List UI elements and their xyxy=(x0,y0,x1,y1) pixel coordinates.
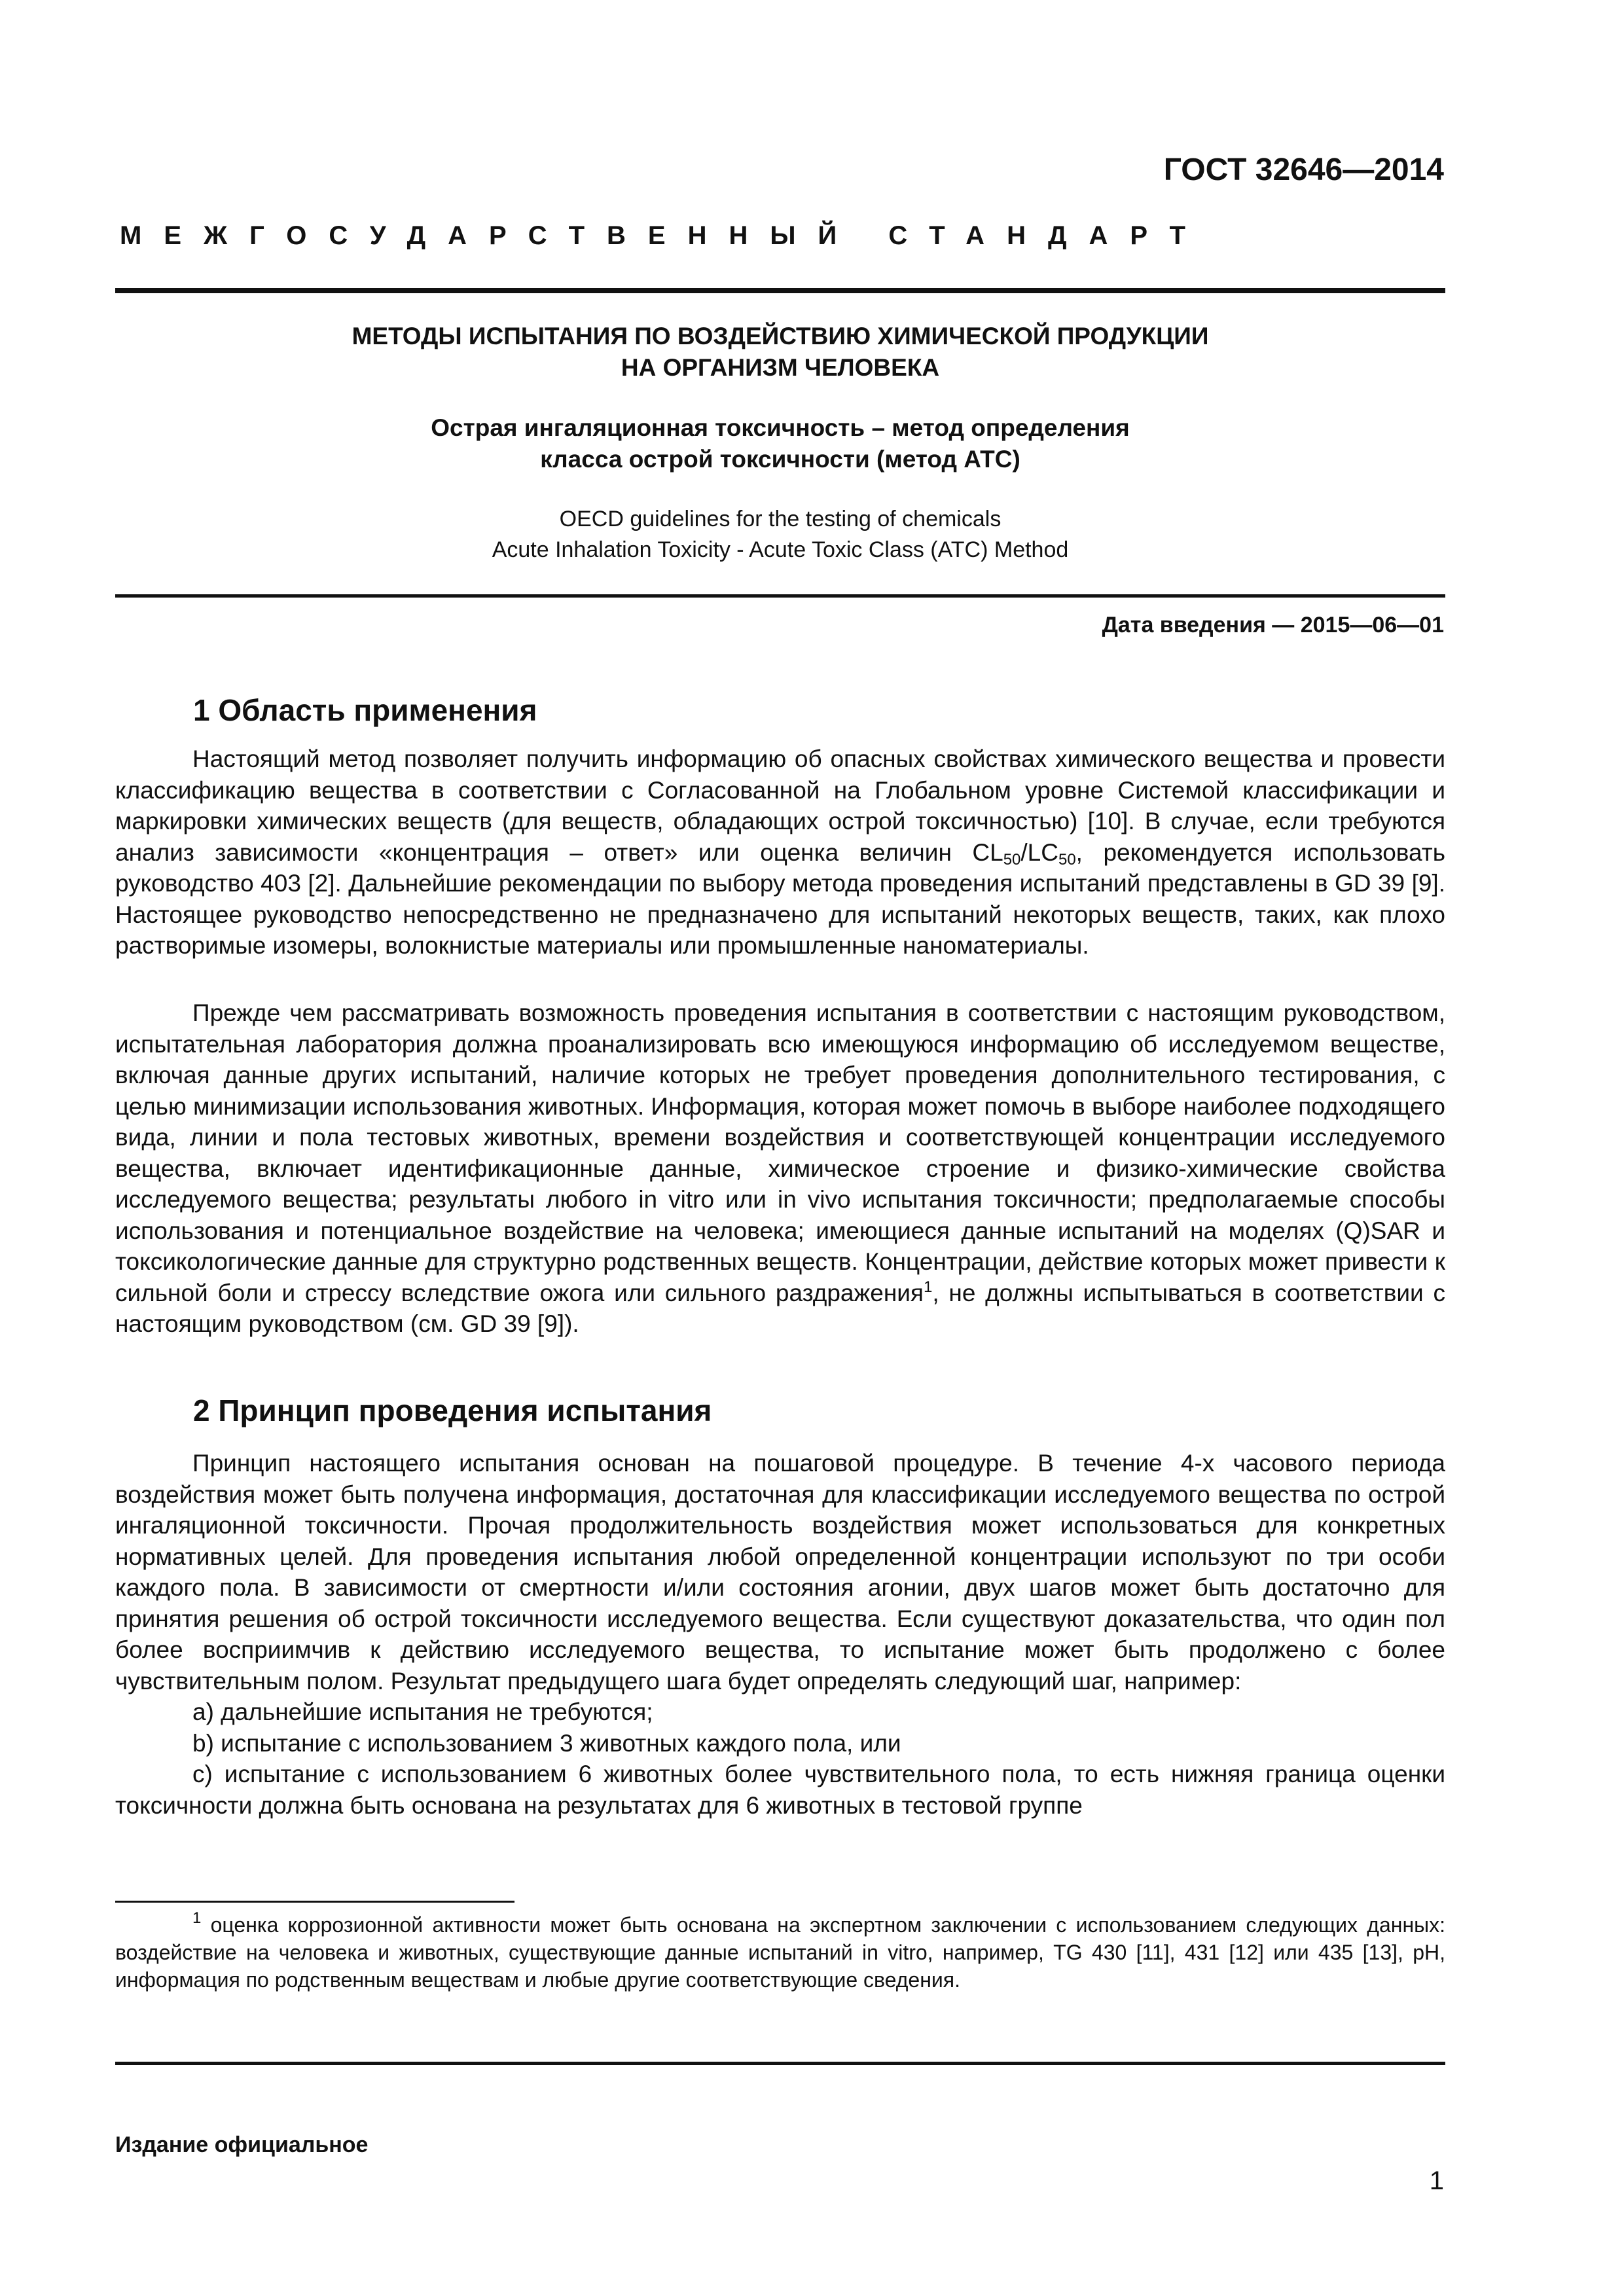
section-2-heading: 2 Принцип проведения испытания xyxy=(193,1393,712,1427)
footnote-marker: 1 xyxy=(192,1909,202,1927)
paragraph-text: Настоящий метод позволяет получить информацию об опасных свойствах химического вещества и провести классификацию вещества в соответствии с Согласованной на Глобальном уровне Системой классификации и маркировки химических веществ (для веществ, обладающих острой токсичностью) [10]. В случае, если требуются анализ зависимости «концентрация – ответ» или оценка величин CL xyxy=(115,745,1445,866)
paragraph-text: /LC xyxy=(1020,838,1058,866)
english-title-line-2: Acute Inhalation Toxicity - Acute Toxic Class (ATC) Method xyxy=(492,537,1069,562)
english-title-line-1: OECD guidelines for the testing of chemicals xyxy=(559,507,1001,531)
paragraph-text: , не должны испытываться в соответствии с настоящим руководством (см. GD 39 [9]). xyxy=(115,1279,1445,1337)
section-2-paragraph-1: Принцип настоящего испытания основан на пошаговой процедуре. В течение 4-х часового периода воздействия может быть получена информация, достаточная для классификации исследуемого вещества по острой ингаляционной токсичности. Прочая продолжительность воздействия может использоваться для конкретных нормативных целей. Для проведения испытания любой определенной концентрации используют по три особи каждого пола. В зависимости от смертности и/или состояния агонии, двух шагов может быть достаточно для принятия решения об острой токсичности исследуемого вещества. Если существуют доказательства, что один пол более восприимчив к действию исследуемого вещества, то испытание может быть продолжено с более чувствительным полом. Результат предыдущего шага будет определять следующий шаг, например: xyxy=(115,1450,1445,1695)
footer-rule xyxy=(115,2062,1445,2065)
section-1-paragraph-2 xyxy=(115,997,1445,1340)
section-1-paragraph-1 xyxy=(115,744,1445,961)
paragraph-text: , рекомендуется использовать руководство 403 [2]. Дальнейшие рекомендации по выбору метода проведения испытаний представлены в GD 39 [9]. Настоящее руководство непосредственно не предназначено для испытаний некоторых веществ, таких, как плохо растворимые изомеры, волокнистые материалы или промышленные наноматериалы. xyxy=(115,838,1445,959)
subscript: 50 xyxy=(1003,850,1021,869)
subscript: 50 xyxy=(1058,850,1076,869)
footnote xyxy=(115,1911,1445,1994)
introduction-date: Дата введения — 2015—06—01 xyxy=(1102,613,1444,637)
section-1-heading: 1 Область применения xyxy=(193,693,537,727)
gost-number: ГОСТ 32646—2014 xyxy=(1163,152,1444,187)
list-item: c) испытание с использованием 6 животных более чувствительного пола, то есть нижняя граница оценки токсичности должна быть основана на результатах для 6 животных в тестовой группе xyxy=(115,1761,1445,1819)
main-title-line-1: МЕТОДЫ ИСПЫТАНИЯ ПО ВОЗДЕЙСТВИЮ ХИМИЧЕСКОЙ ПРОДУКЦИИ xyxy=(352,323,1209,350)
list-item: a) дальнейшие испытания не требуются; xyxy=(192,1698,653,1725)
sub-title-line-2: класса острой токсичности (метод АТС) xyxy=(540,446,1020,473)
list-item: b) испытание с использованием 3 животных каждого пола, или xyxy=(192,1729,901,1757)
title-bottom-rule xyxy=(115,594,1445,598)
footnote-separator xyxy=(115,1901,514,1903)
english-title xyxy=(115,504,1445,565)
sub-title xyxy=(115,412,1445,475)
section-2-body xyxy=(115,1448,1445,1821)
main-title-line-2: НА ОРГАНИЗМ ЧЕЛОВЕКА xyxy=(621,354,940,381)
main-title xyxy=(115,321,1445,384)
paragraph-text: Прежде чем рассматривать возможность проведения испытания в соответствии с настоящим руководством, испытательная лаборатория должна проанализировать всю имеющуюся информацию об исследуемом веществе, включая данные других испытаний, наличие которых не требует проведения дополнительного тестирования, с целью минимизации использования животных. Информация, которая может помочь в выборе наиболее подходящего вида, линии и пола тестовых животных, времени воздействия и соответствующей концентрации исследуемого вещества, включает идентификационные данные, химическое строение и физико-химические свойства исследуемого вещества; результаты любого in vitro или in vivo испытания токсичности; предполагаемые способы использования и потенциальное воздействие на человека; имеющиеся данные испытаний на моделях (Q)SAR и токсикологические данные для структурно родственных веществ. Концентрации, действие которых может привести к сильной боли и стрессу вследствие ожога или сильного раздражения xyxy=(115,999,1445,1306)
sub-title-line-1: Острая ингаляционная токсичность – метод определения xyxy=(431,414,1130,441)
standard-type: МЕЖГОСУДАРСТВЕННЫЙ СТАНДАРТ xyxy=(120,221,1208,250)
page-number: 1 xyxy=(1429,2166,1444,2195)
edition-label: Издание официальное xyxy=(115,2132,369,2157)
footnote-reference[interactable]: 1 xyxy=(923,1278,933,1296)
top-rule xyxy=(115,288,1445,293)
footnote-text: оценка коррозионной активности может быть основана на экспертном заключении с использованием следующих данных: воздействие на человека и животных, существующие данные испытаний in vitro, например, TG 430 [11], 431 [12] или 435 [13], pH, информация по родственным веществам и любые другие соответствующие сведения. xyxy=(115,1913,1445,1992)
